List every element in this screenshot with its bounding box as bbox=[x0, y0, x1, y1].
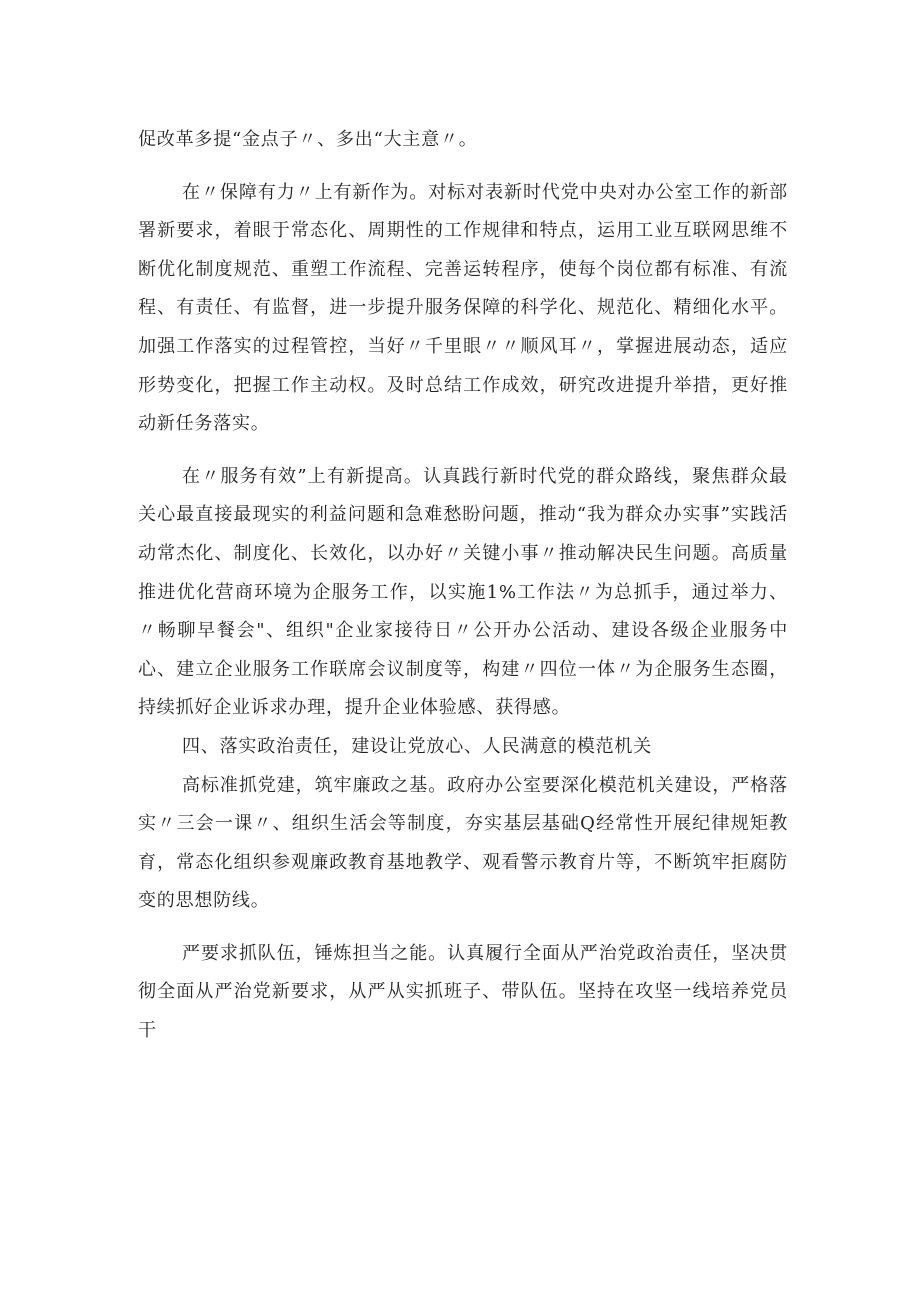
section-heading-four: 四、落实政治责任，建设让党放心、人民满意的模范机关 bbox=[182, 735, 652, 757]
document-body bbox=[138, 121, 788, 1051]
paragraph-service-effective: 在〃服务有效”上有新提高。认真践行新时代党的群众路线，聚焦群众最关心最直接最现实的利益问题和急难愁盼问题，推动“我为群众办实事”实践活动常杰化、制度化、长效化，以办好〃关键小事〃推动解决民生问题。高质量推进优化营商环境为企服务工作，以实施1%工作法〃为总抓手，通过举力、〃畅聊早餐会"、组织"企业家接待日〃公开办公活动、建设各级企业服务中心、建立企业服务工作联席会议制度等，构建〃四位一体〃为企服务生态圈，持续抓好企业诉求办理，提升企业体验感、获得感。 bbox=[138, 465, 788, 719]
paragraph-party-building: 高标准抓党建，筑牢廉政之基。政府办公室要深化模范机关建设，严格落实〃三会一课〃、组织生活会等制度，夯实基层基础Q经常性开展纪律规矩教育，常态化组织参观廉政教育基地教学、观看警示教育片等，不断筑牢拒腐防变的思想防线。 bbox=[138, 774, 788, 912]
paragraph-continuation: 促改革多提“金点子〃、多出“大主意〃。 bbox=[138, 129, 478, 150]
paragraph-team-building: 严要求抓队伍，锤炼担当之能。认真履行全面从严治党政治责任，坚决贯彻全面从严治党新要求，从严从实抓班子、带队伍。坚持在攻坚一线培养党员干 bbox=[138, 942, 788, 1042]
paragraph-support-guarantee: 在〃保障有力〃上有新作为。对标对表新时代党中央对办公室工作的新部署新要求，着眼于常态化、周期性的工作规律和特点，运用工业互联网思维不断优化制度规范、重塑工作流程、完善运转程序，使每个岗位都有标准、有流程、有责任、有监督，进一步提升服务保障的科学化、规范化、精细化水平。加强工作落实的过程管控，当好〃千里眼〃〃顺风耳〃，掌握进展动态，适应形势变化，把握工作主动权。及时总结工作成效，研究改进提升举措，更好推动新任务落实。 bbox=[138, 181, 788, 435]
